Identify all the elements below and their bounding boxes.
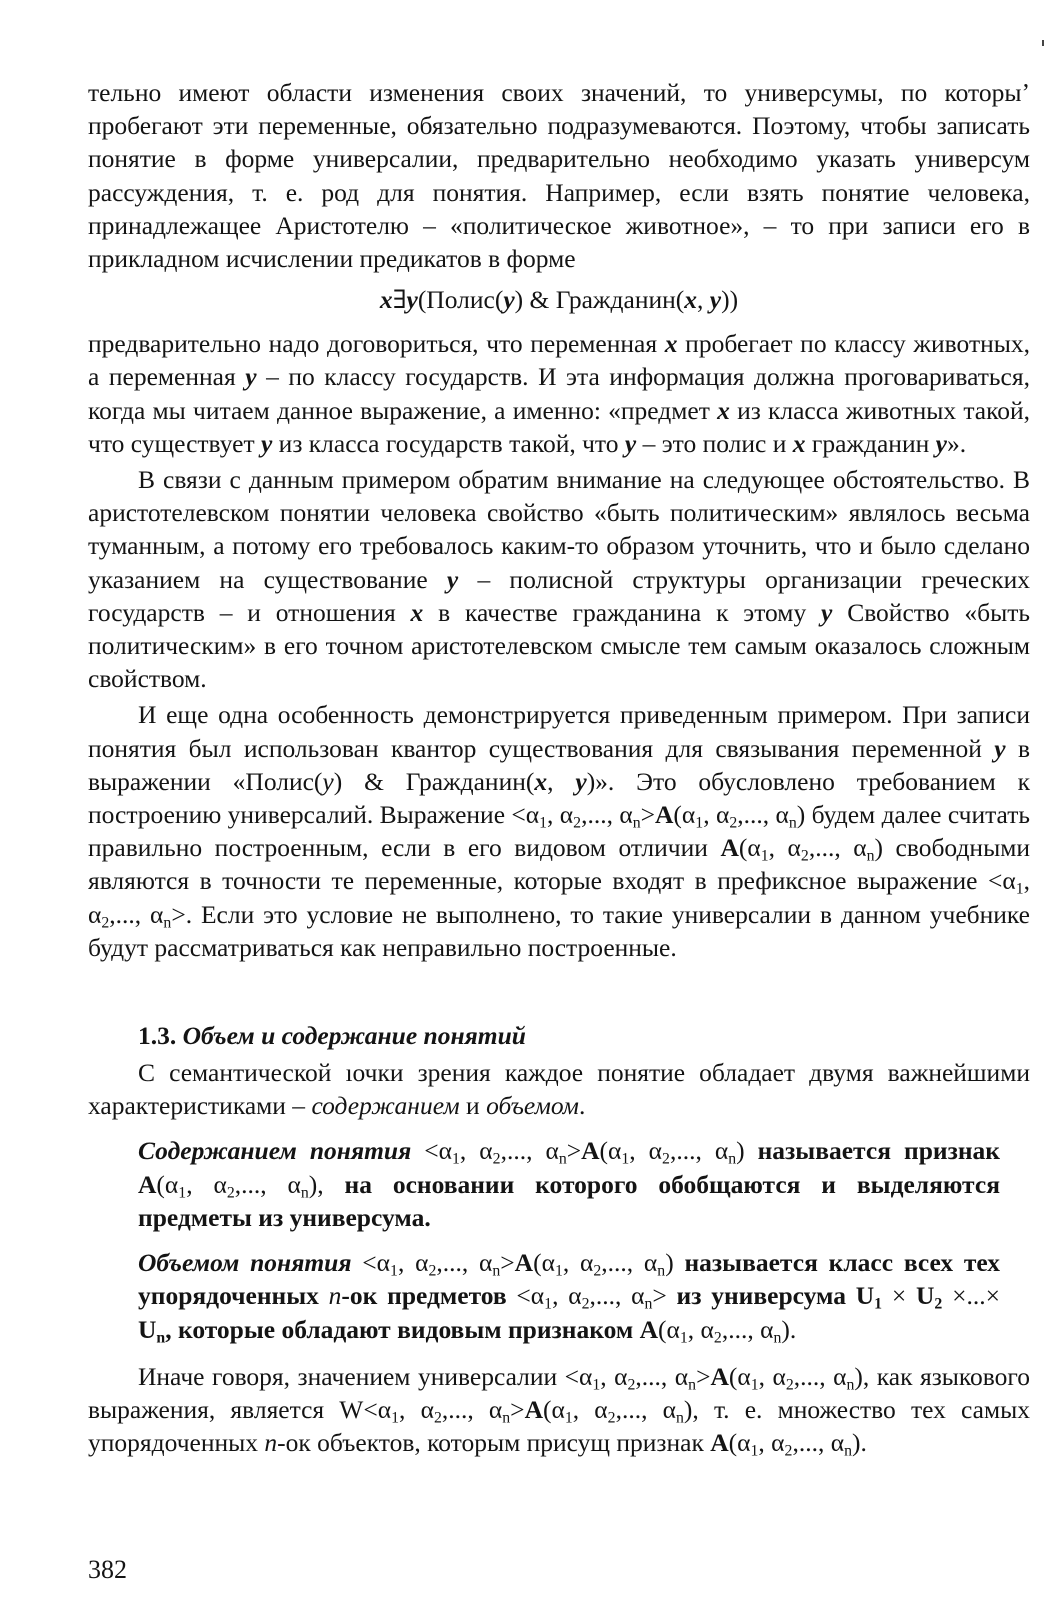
paragraph-5: С семантической ıочки зрения каждое понятие обладает двумя важнейшими характеристиками – содержанием и объемом. [88, 1058, 1030, 1121]
paragraph-6: Иначе говоря, значением универсалии $<\alpha_1$, $\alpha_2$,..., $\alpha_n>A(\alpha_1$, $\alpha_2$,..., $\alpha_n$), как языкового выражения, является $W<\alpha_1$, $\alpha_2$,..., $\alpha_n>A(\alpha_1$, $\alpha_2$,..., $\alpha_n$), т. е. множество тех самых упорядоченных n-ок объектов, которым присущ признак $A(\alpha_1$, $\alpha_2$,..., $\alpha_n$). [88, 1361, 1030, 1460]
paragraph-1-text: тельно имеют области изменения своих значений, то универсумы, по которыʼ пробегают эти переменные, обязательно подразумеваются. Поэтому, чтобы записать понятие в форме универсалии, предварительно необходимо указать универсум рассуждения, т. е. род для понятия. Например, если взять понятие человека, принадлежащее Аристотелю – «политическое животное», – то при записи его в прикладном исчислении предикатов в форме [88, 78, 1030, 274]
paragraph-3: В связи с данным примером обратим внимание на следующее обстоятельство. В аристотелевском понятии человека свойство «быть политическим» являлось весьма туманным, а потому его требовалось каким-то образом уточнить, что и было сделано указанием на существование y – полисной структуры организации греческих государств – и отношения x в качестве гражданина к этому y Свойство «быть политическим» в его точном аристотелевском смысле тем самым оказалось сложным свойством. [88, 465, 1030, 694]
section-heading [138, 1019, 1030, 1053]
definition-content: Содержанием понятия $<\alpha_1$, $\alpha_2$,..., $\alpha_n>A(\alpha_1$, $\alpha_2$,..., $\alpha_n$) называется признак $A(\alpha_1$, $\alpha_2$,..., $\alpha_n$), на основании которого обобщаются и выделяются предметы из универсума. [138, 1136, 1000, 1232]
paragraph-2: предварительно надо договориться, что переменная x пробегает по классу животных, а переменная y – по классу государств. И эта информация должна проговариваться, когда мы читаем данное выражение, а именно: «предмет x из класса животных такой, что существует y из класса государств такой, что y – это полис и x гражданин y». [88, 329, 1030, 458]
page-number: 382 [88, 1555, 127, 1584]
section-title: Объем и содержание понятий [182, 1021, 526, 1051]
scan-mark [1042, 40, 1044, 46]
section-number: 1.3. [138, 1021, 177, 1051]
formula: x∃y(Полис(y) & Гражданин(x, y)) [379, 285, 739, 315]
definition-extension: Объемом понятия $<\alpha_1$, $\alpha_2$,..., $\alpha_n>A(\alpha_1$, $\alpha_2$,..., $\alpha_n$) называется класс всех тех упорядоченных n-ок предметов $<\alpha_1$, $\alpha_2$,..., $\alpha_n>$ из универсума $U_1 \times U_2$ ×...× $U_n$, которые обладают видовым признаком $A(\alpha_1$, $\alpha_2$,..., $\alpha_n$). [138, 1248, 1000, 1346]
paragraph-1 [88, 76, 1030, 275]
paragraph-4: И еще одна особенность демонстрируется приведенным примером. При записи понятия был использован квантор существования для связывания переменной y в выражении «Полис(y) & Гражданин(x, y)». Это обусловлено требованием к построению универсалий. Выражение $<\alpha_1$, $\alpha_2$,..., $\alpha_n>A(\alpha_1$, $\alpha_2$,..., $\alpha_n$) будем далее считать правильно построенным, если в его видовом отличии $A(\alpha_1$, $\alpha_2$,..., $\alpha_n$) свободными являются в точности те переменные, которые входят в префиксное выражение $<\alpha_1$, $\alpha_2$,..., $\alpha_n>$. Если это условие не выполнено, то такие универсалии в данном учебнике будут рассматриваться как неправильно построенные. [88, 700, 1031, 962]
